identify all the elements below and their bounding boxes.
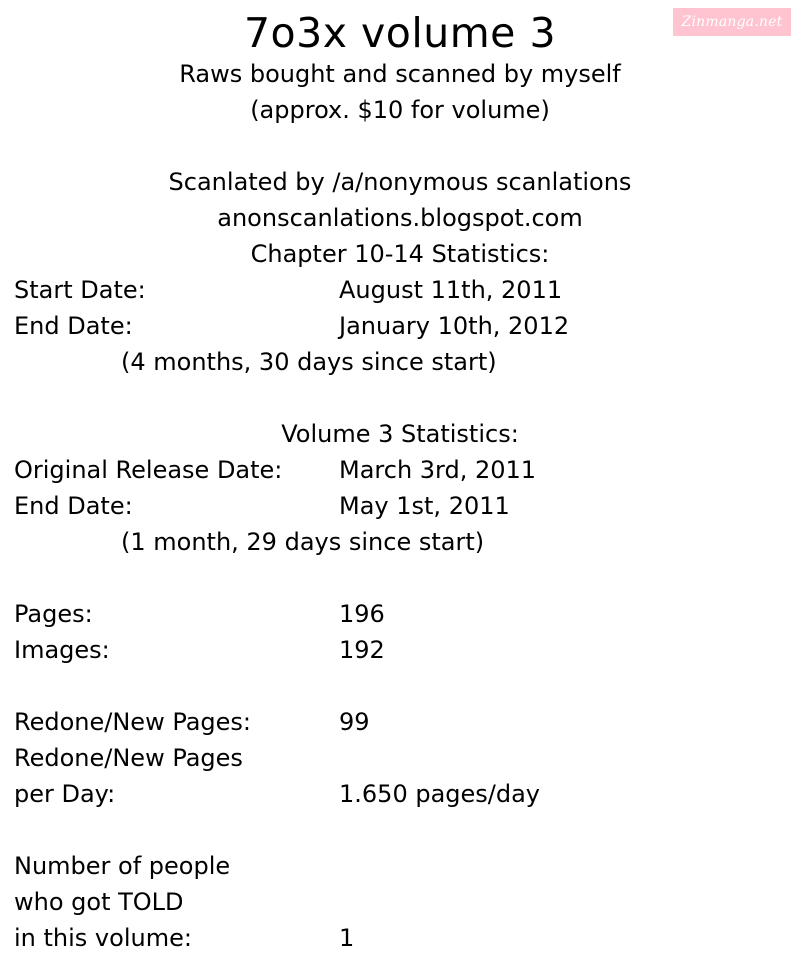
page-title: 7o3x volume 3: [243, 9, 557, 57]
chapter-end-date-value: January 10th, 2012: [339, 312, 570, 340]
chapter-start-date-value: August 11th, 2011: [339, 276, 563, 304]
pages-value: 196: [339, 600, 385, 628]
volume-statistics-heading: Volume 3 Statistics:: [281, 420, 519, 448]
people-told-value: 1: [339, 924, 355, 952]
redone-pages-label: Redone/New Pages:: [14, 708, 252, 736]
redone-pages-value: 99: [339, 708, 370, 736]
people-told-label-line-2: who got TOLD: [14, 888, 184, 916]
pages-label: Pages:: [14, 600, 93, 628]
images-label: Images:: [14, 636, 110, 664]
chapter-end-date-label: End Date:: [14, 312, 133, 340]
original-release-date-label: Original Release Date:: [14, 456, 283, 484]
pages-per-day-value: 1.650 pages/day: [339, 780, 541, 808]
volume-end-date-value: May 1st, 2011: [339, 492, 510, 520]
original-release-date-value: March 3rd, 2011: [339, 456, 537, 484]
scanlator-credit: Scanlated by /a/nonymous scanlations: [168, 168, 632, 196]
volume-end-date-label: End Date:: [14, 492, 133, 520]
pages-per-day-label-line-1: Redone/New Pages: [14, 744, 243, 772]
pages-per-day-label-line-2: per Day:: [14, 780, 116, 808]
images-value: 192: [339, 636, 385, 664]
people-told-label-line-1: Number of people: [14, 852, 231, 880]
subtitle: Raws bought and scanned by myself: [179, 60, 621, 88]
cost-note: (approx. $10 for volume): [250, 96, 550, 124]
website-url: anonscanlations.blogspot.com: [217, 204, 583, 232]
people-told-label-line-3: in this volume:: [14, 924, 192, 952]
chapter-start-date-label: Start Date:: [14, 276, 146, 304]
volume-duration-note: (1 month, 29 days since start): [121, 528, 485, 556]
chapter-duration-note: (4 months, 30 days since start): [121, 348, 497, 376]
zinmanga-watermark: Zinmanga.net: [673, 8, 791, 36]
chapter-statistics-heading: Chapter 10-14 Statistics:: [250, 240, 550, 268]
